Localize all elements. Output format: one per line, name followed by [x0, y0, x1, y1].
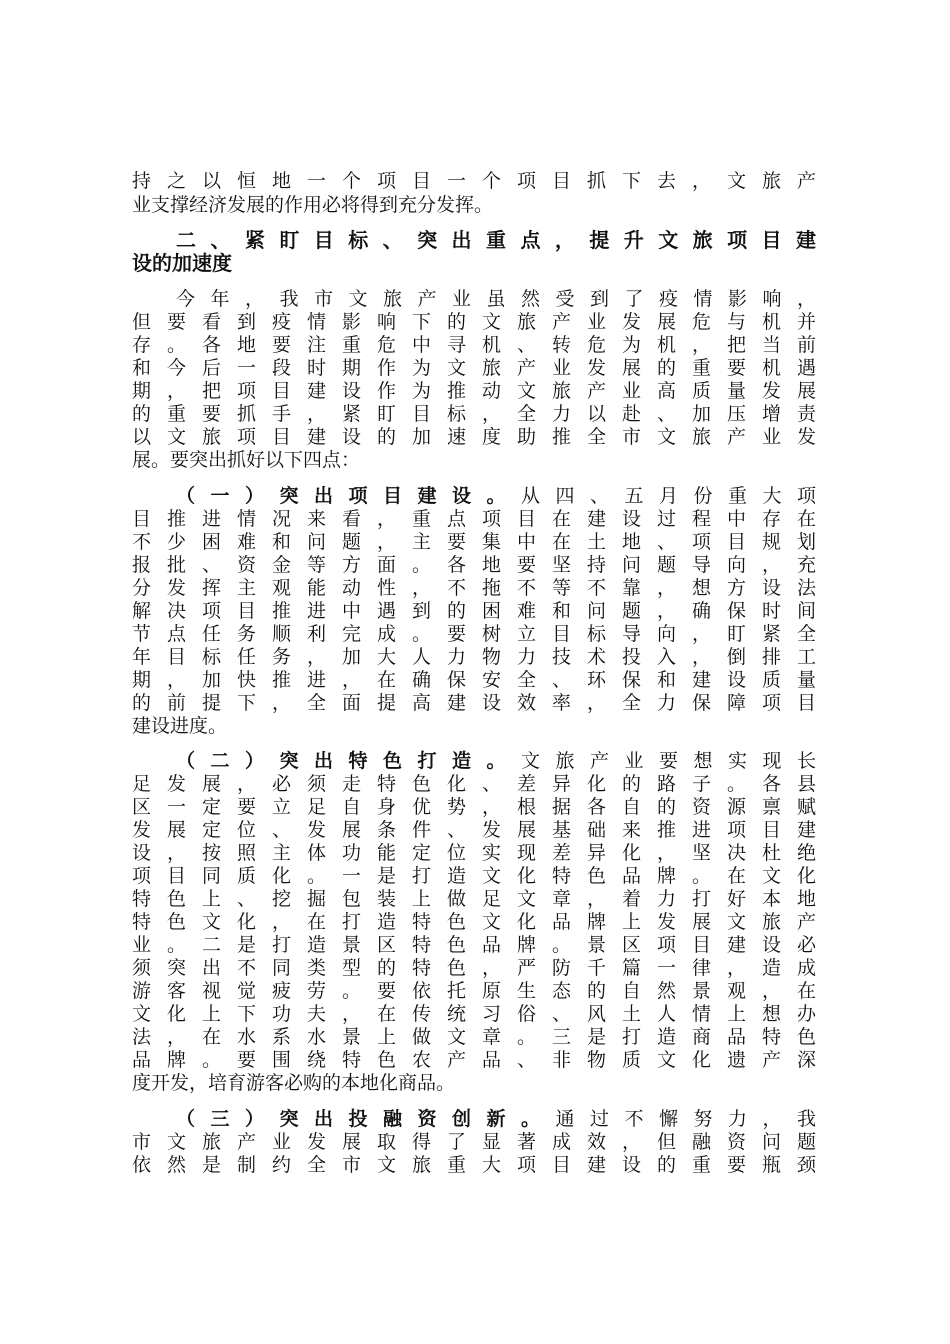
text-line: 节点任务顺利完成。要树立目标导向，盯紧全: [132, 623, 816, 645]
text-line: 但要看到疫情影响下的文旅产业发展危与机并: [132, 311, 816, 333]
text-line: 建设进度。: [132, 715, 228, 737]
text-line: 特色文化，在打造特色文化品牌上发展文旅产: [132, 911, 816, 933]
text-line: 解决项目推进中遇到的困难和问题，确保时间: [132, 600, 816, 622]
text-line: 游客视觉疲劳。要依托原生态的自然景观，在: [132, 980, 816, 1002]
text-line: 和今后一段时期作为文旅产业发展的重要机遇: [132, 357, 816, 379]
text-line: 期，加快推进，在确保安全、环保和建设质量: [132, 669, 816, 691]
text-line: 特色上、挖掘包装上做足文章，着力打好本地: [132, 888, 816, 910]
text-line: 的前提下，全面提高建设效率，全力保障项目: [132, 692, 816, 714]
item-lead: （二）突出特色打造。: [176, 750, 521, 772]
text-line: 品牌。要围绕特色农产品、非物质文化遗产深: [132, 1049, 816, 1071]
text-line: 分发挥主观能动性，不拖不等不靠，想方设法: [132, 577, 816, 599]
text-line: 目推进情况来看，重点项目在建设过程中存在: [132, 508, 816, 530]
text-line: [176, 485, 816, 508]
text-line: 持之以恒地一个项目一个项目抓下去，文旅产: [132, 170, 816, 192]
text-line: 区一定要立足自身优势，根据各自的资源禀赋: [132, 796, 816, 818]
text-line: [176, 750, 816, 773]
text-line: 设，按照主体功能定位实现差异化，坚决杜绝: [132, 842, 816, 864]
text-line: 业支撑经济发展的作用必将得到充分发挥。: [132, 194, 494, 216]
section-heading: 设的加速度: [132, 252, 232, 275]
item-text: 通过不懈努力，我: [555, 1108, 816, 1130]
text-line: 文化上下功夫，在传统习俗、风土人情上想办: [132, 1003, 816, 1025]
section-heading: 二、紧盯目标、突出重点，提升文旅项目建: [176, 229, 816, 252]
text-line: 足发展，必须走特色化、差异化的路子。各县: [132, 773, 816, 795]
text-line: 报批、资金等方面。各地要坚持问题导向，充: [132, 554, 816, 576]
text-line: 发展定位、发展条件、发展基础来推进项目建: [132, 819, 816, 841]
text-line: 须突出不同类型的特色，严防千篇一律，造成: [132, 957, 816, 979]
text-line: 法，在水系水景上做文章。三是打造商品特色: [132, 1026, 816, 1048]
item-text: 从四、五月份重大项: [520, 485, 816, 507]
text-line: 不少困难和问题，主要集中在土地、项目规划: [132, 531, 816, 553]
text-line: 展。要突出抓好以下四点：: [132, 449, 361, 471]
item-text: 文旅产业要想实现长: [520, 750, 816, 772]
text-line: 市文旅产业发展取得了显著成效，但融资问题: [132, 1131, 816, 1153]
text-line: 项目同质化。一是打造文化特色品牌。在文化: [132, 865, 816, 887]
text-line: 依然是制约全市文旅重大项目建设的重要瓶颈: [132, 1154, 816, 1176]
text-line: 期，把项目建设作为推动文旅产业高质量发展: [132, 380, 816, 402]
item-lead: （一）突出项目建设。: [176, 485, 521, 507]
text-line: 的重要抓手，紧盯目标，全力以赴、加压增责: [132, 403, 816, 425]
text-line: 业。二是打造景区特色品牌。景区项目建设必: [132, 934, 816, 956]
text-line: [176, 1108, 816, 1131]
text-line: 年目标任务，加大人力物力技术投入，倒排工: [132, 646, 816, 668]
text-line: 今年，我市文旅产业虽然受到了疫情影响，: [176, 288, 816, 310]
text-line: 以文旅项目建设的加速度助推全市文旅产业发: [132, 426, 816, 448]
item-lead: （三）突出投融资创新。: [176, 1108, 556, 1130]
text-line: 度开发，培育游客必购的本地化商品。: [132, 1072, 456, 1094]
text-line: 存。各地要注重危中寻机、转危为机，把当前: [132, 334, 816, 356]
